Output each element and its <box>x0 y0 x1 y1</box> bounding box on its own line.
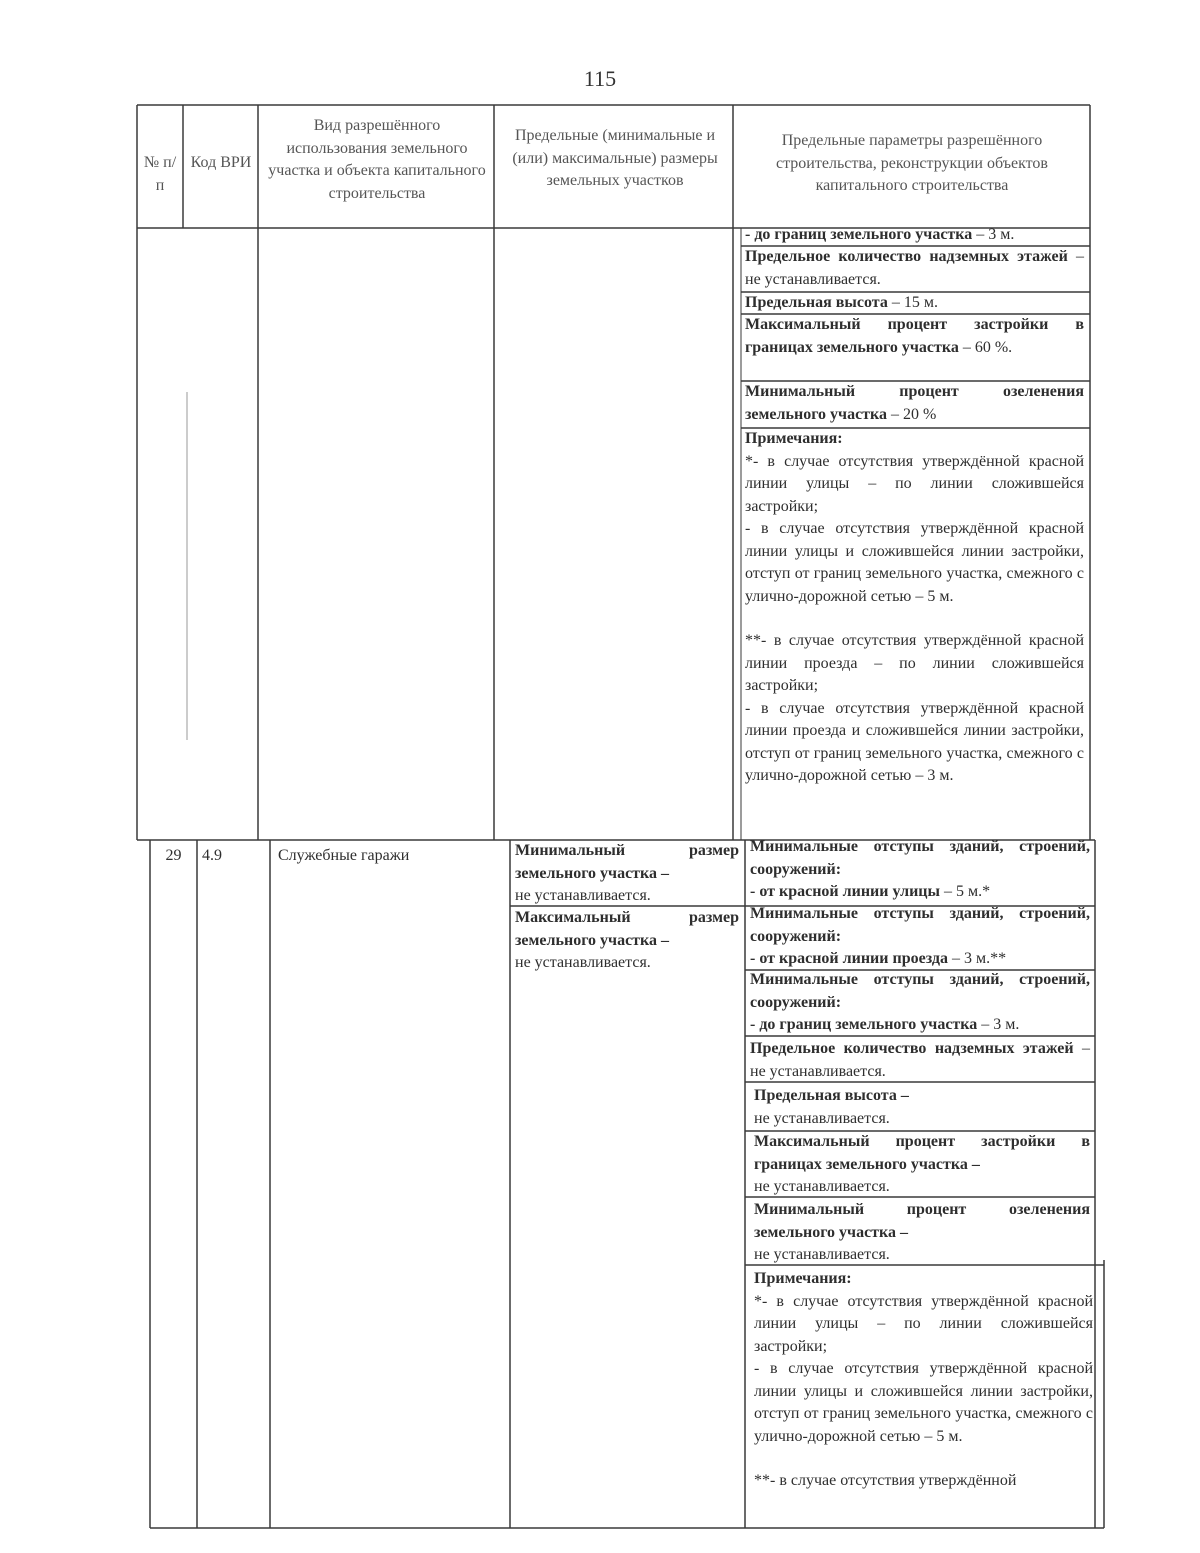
prev-param-floors-label: Предельное количество надземных этажей <box>745 248 1068 265</box>
prev-note-1: *- в случае отсутствия утверждённой красной линии улицы – по линии сложившейся застройки; <box>745 452 1084 515</box>
row29-notes-spacer <box>754 1448 1093 1470</box>
row29-note-2: - в случае отсутствия утверждённой красной линии улицы и сложившейся линии застройки, отступ от границ земельного участка, смежного с улично-дорожной сетью – 5 м. <box>754 1360 1093 1445</box>
prev-note-3: **- в случае отсутствия утверждённой красной линии проезда – по линии сложившейся застройки; <box>745 632 1084 694</box>
row29-param-passage-label: Минимальные отступы зданий, строений, сооружений: <box>750 905 1090 945</box>
row29-size-max-label: Максимальный размер земельного участка – <box>515 909 739 949</box>
row29-size-max <box>512 907 742 975</box>
row29-param-height <box>751 1085 1093 1130</box>
row29-param-boundary <box>747 969 1093 1037</box>
prev-param-coverage-value: – 60 %. <box>958 338 1013 356</box>
page-number: 115 <box>583 66 617 91</box>
prev-notes-label: Примечания: <box>745 430 843 447</box>
prev-param-height-label: Предельная высота <box>745 294 888 311</box>
row29-param-boundary-sub: - до границ земельного участка <box>750 1016 978 1033</box>
prev-param-floors <box>742 246 1087 291</box>
header-use-type: Вид разрешённого использования земельного участка и объекта капитального строительства <box>268 117 486 202</box>
prev-param-height <box>742 292 1087 315</box>
row29-size-min <box>512 840 742 908</box>
prev-notes-spacer <box>745 608 1084 630</box>
row29-param-passage <box>747 903 1093 971</box>
row29-param-passage-value: – 3 м.** <box>947 950 1007 967</box>
prev-param-boundary-value: – 3 м. <box>972 226 1015 243</box>
row29-note-1: *- в случае отсутствия утверждённой красной линии улицы – по линии сложившейся застройки; <box>754 1292 1093 1355</box>
prev-note-4: - в случае отсутствия утверждённой красной линии проезда и сложившейся линии застройки, отступ от границ земельного участка, смежного с улично-дорожной сетью – 3 м. <box>745 699 1084 784</box>
prev-param-height-value: – 15 м. <box>887 294 938 311</box>
header-number: № п/п <box>143 154 177 194</box>
row29-param-street-value: – 5 м.* <box>940 883 991 900</box>
row29-use-name: Служебные гаражи <box>278 847 410 864</box>
prev-param-boundary <box>742 224 1087 247</box>
row29-param-greening-label: Минимальный процент озеленения земельного участка – <box>754 1201 1090 1241</box>
row29-param-boundary-value: – 3 м. <box>977 1016 1020 1033</box>
row29-param-coverage-label: Максимальный процент застройки в границах земельного участка – <box>754 1133 1090 1173</box>
row29-param-street-label: Минимальные отступы зданий, строений, сооружений: <box>750 838 1090 878</box>
prev-param-greening <box>742 381 1087 426</box>
row29-param-coverage <box>751 1131 1093 1199</box>
row29-size-max-value: не устанавливается. <box>515 954 651 971</box>
row29-code: 4.9 <box>202 847 222 864</box>
prev-param-floors-value: – не устанавливается. <box>745 248 1084 288</box>
row29-param-height-label: Предельная высота – <box>754 1087 909 1104</box>
prev-param-boundary-label: - до границ земельного участка <box>745 226 973 243</box>
header-code: Код ВРИ <box>190 154 252 171</box>
row29-param-greening <box>751 1199 1093 1267</box>
row29-param-passage-sub: - от красной линии проезда <box>750 950 948 967</box>
prev-notes <box>742 428 1087 788</box>
row29-param-floors-label: Предельное количество надземных этажей <box>750 1040 1074 1057</box>
prev-note-2: - в случае отсутствия утверждённой красной линии улицы и сложившейся линии застройки, отступ от границ земельного участка, смежного с улично-дорожной сетью – 5 м. <box>745 520 1084 605</box>
row29-param-coverage-value: не устанавливается. <box>754 1178 890 1195</box>
row29-number: 29 <box>165 847 182 864</box>
row29-param-floors <box>747 1038 1093 1083</box>
row29-notes-label: Примечания: <box>754 1270 852 1287</box>
prev-param-coverage <box>742 314 1087 359</box>
prev-param-greening-value: – 20 % <box>887 405 937 423</box>
row29-param-floors-value: – не устанавливается. <box>750 1040 1090 1080</box>
row29-param-height-value: не устанавливается. <box>754 1109 890 1127</box>
row29-param-boundary-label: Минимальные отступы зданий, строений, сооружений: <box>750 971 1090 1011</box>
row29-param-street <box>747 836 1093 904</box>
prev-param-coverage-label: Максимальный процент застройки в границах земельного участка <box>745 316 1084 356</box>
header-params: Предельные параметры разрешённого строительства, реконструкции объектов капитального строительства <box>776 132 1048 194</box>
header-plot-size: Предельные (минимальные и (или) максимальные) размеры земельных участков <box>512 127 718 189</box>
row29-size-min-label: Минимальный размер земельного участка – <box>515 842 739 882</box>
row29-notes <box>751 1268 1096 1493</box>
row29-size-min-value: не устанавливается. <box>515 887 651 904</box>
row29-param-street-sub: - от красной линии улицы <box>750 883 940 900</box>
row29-param-greening-value: не устанавливается. <box>754 1246 890 1263</box>
prev-param-greening-label: Минимальный процент озеленения земельного участка <box>745 383 1084 423</box>
row29-note-3: **- в случае отсутствия утверждённой <box>754 1472 1017 1489</box>
